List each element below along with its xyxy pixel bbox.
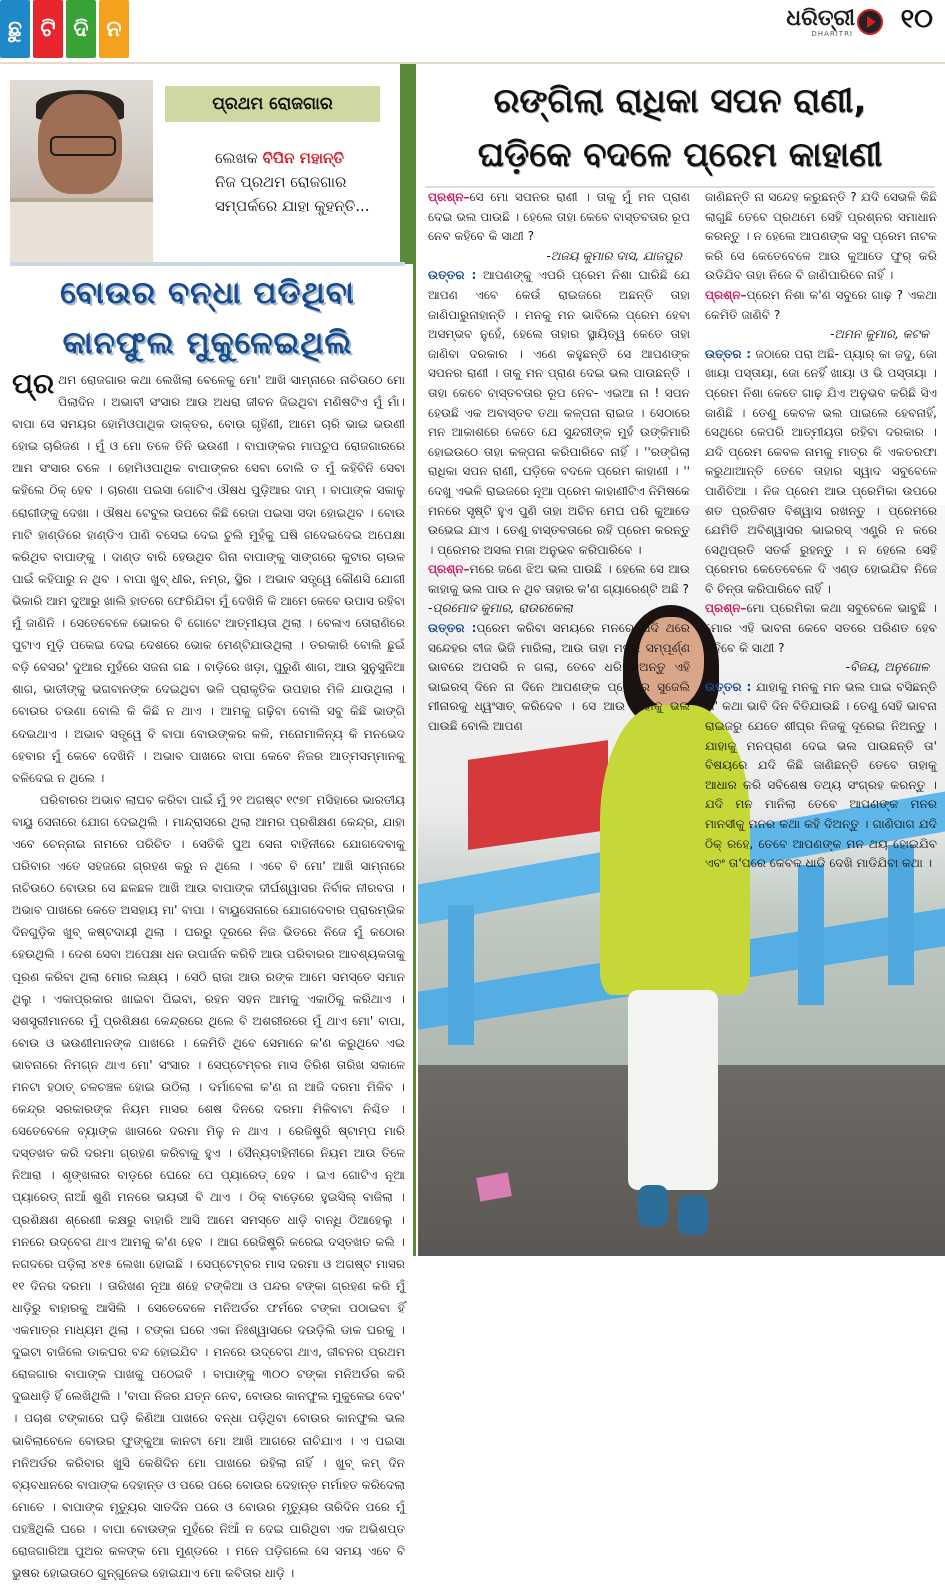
answer-label: ଉତ୍ତର : <box>428 268 477 283</box>
qa-byline: -ବିଜୟ, ଅନୁଗୋଳ <box>845 660 929 675</box>
qa-answer: ଉତ୍ତର :ପ୍ରେମ କରିବା ସମୟରେ ମନରେ ଯଦି ଥରେ ସନ୍ଦେହର ବୀଜ ଭିଜି ମାରିଲା, ଆଉ ତାହା ମନରୁ ସମ୍ପୂର୍ଣ୍ଣ ଭାବରେ ଅପସରି ନ ଗଲା, ତେବେ ଧରି ନିଅନ୍ତୁ ଏହି ଭାଇରସ୍ ଦିନେ ନା ଦିନେ ଆପଣଙ୍କ ପ୍ରେମର ସୁଜେଲି ମୀନାରକୁ ଧ୍ୱଂସାତ୍ କରିଦେବ । ସେ ଆଉ କାହାକୁ ଭଲ ପାଉଛି ବୋଲି ଆପଣ <box>428 621 690 734</box>
right-headline <box>420 74 940 182</box>
page-number: ୧୦ <box>900 4 933 34</box>
qa-answer: ଉତ୍ତର : ଆପଣଙ୍କୁ ଏପରି ପ୍ରେମ ନିଶା ଘାରିଛି ଯେ ଆପଣ ଏବେ କେଉଁ ରାଇଜରେ ଅଛନ୍ତି ତାହା ଜାଣିପାରୁନାହାନ୍ତି । ମନକୁ ମନ ଭାବିଲେ ପ୍ରେମ ହେବା ଅସମ୍ଭବ ନୁହେଁ, ହେଲେ ତାହାର ସ୍ଥାୟିତ୍ୱ କେତେ ତାହା ଜାଣିବା ଦରକାର । ଏଣେ କହୁଛନ୍ତି ସେ ଆପଣଙ୍କ ସପନର ରାଣୀ । ତାକୁ ମନ ପ୍ରାଣ ଦେଇ ଭଲ ପାଉଛନ୍ତି । ତାହା କେବେ ବାସ୍ତବତାର ରୂପ ନେବ- ଏଇଆ ନା ! ସପନ ହେଉଛି ଏକ ଅବାସ୍ତବ ତଥା କଳ୍ପନା ରାଇଜ । ସେଠାରେ ମନ ଆକାଶରେ କେତେ ଯେ ସୁନ୍ଦରୀଙ୍କ ମୁହଁ ଉଙ୍କିମାରି ହୋଇଉଠେ ତାହା କଳ୍ପନା କରିପାରିବେ ନାହିଁ । ''ରଙ୍ଗିଲା ରାଧିକା ସପନ ରାଣୀ, ଘଡ଼ିକେ ବଦଳେ ପ୍ରେମ କାହାଣୀ । '' ଦେଖୁ ଏଭଳି ରାଇଜରେ ନୂଆ ପ୍ରେମ କାହାଣୀଟିଏ ନିମିଷକେ ମନରେ ସୃଷ୍ଟି ହୁଏ ପୁଣି ତାହା ଅଚିନ ମେଘ ପରି କୁଆଡେ ଉଭେଇ ଯାଏ । ତେଣୁ ବାସ୍ତବତାରେ ରହି ପ୍ରେମ କରନ୍ତୁ । ପ୍ରେମର ଅସଲ ମଜା ଅନୁଭବ କରିପାରିବେ । <box>428 268 690 557</box>
qa-question: ପ୍ରଶ୍ନ–ମରେ ଜଣେ ଝିଅ ଭଲ ପାଉଛି । ହେଲେ ସେ ଆଉ କାହାକୁ ଭଲ ପାଉ ନ ଥିବ ତାହାର କ'ଣ ଗ୍ୟାରେଣ୍ଟି ଅଛି ? <box>428 562 690 596</box>
newspaper-tag: DHARITRI <box>811 30 853 38</box>
qa-continued: ଜାଣିଛନ୍ତି ନା ସନ୍ଦେହ କରୁଛନ୍ତି ? ଯଦି ସେଭଳି କିଛି ଲାଗୁଛି ତେବେ ପ୍ରଥମେ ସେହି ପ୍ରଶ୍ନର ସମାଧାନ କରନ୍ତୁ । ନ ହେଲେ ଆପଣଙ୍କ ସବୁ ପ୍ରେମ ନାଟକ କରି ସେ କେତେବେଳେ ଆଉ କୁଆଡେ ଫୁର୍ କରି ଉଡିଯିବ ତାହା ନିଜେ ବି ଜାଣିପାରିବେ ନାହିଁ । <box>705 190 937 283</box>
right-headline-line-2: ଘଡ଼ିକେ ବଦଳେ ପ୍ରେମ କାହାଣୀ <box>477 135 883 175</box>
left-column <box>0 64 413 1581</box>
newspaper-name: ଧରିତ୍ରୀ <box>786 6 855 31</box>
author-label: ଲେଖକ <box>215 149 258 167</box>
article-paragraph: ପ୍ର ଥମ ରୋଜଗାର କଥା ଲେଖିଲା ବେଳେକୁ ମୋ' ଆଖି ସାମ୍ନାରେ ନାଚିଉଠେ ମୋ ପିଲାଦିନ । ଅଭାବୀ ସଂସାର ଆଉ ଅଧରା ଜୀବନ ଜିଇଥିବା ମଣିଷଟିଏ ମୁଁ ମାଁ। ବାପା ସେ ସମୟର ହୋମିଓପାଥିକ ଡାକ୍ତର, ବୋଉ ଗୃହିଣୀ, ଆମେ ଚାରି ଭାଇ ଭଉଣୀ ହୋଇ ଚାରିଜଣ । ମୁଁ ଓ ମୋ ତଳେ ତିନି ଭଉଣୀ । ବାପାଙ୍କର ମାପଚୁପ ରୋଜଗାରରେ ଆମ ସଂସାର ଚଳେ । ହୋମିଓପାଥିକ ବାପାଙ୍କର ସେବା ବୋଲି ତ ମୁଁ କହିବିନି ସେବା କହିଲେ ଠିକ୍ ହେବ । ଚାରଣା ପଇସା ଗୋଟିଏ ଔଷଧ ପୁଡ଼ିଆର ଦାମ୍ । ବାପାଙ୍କ ସକାଳୁ ରୋଗୀଙ୍କୁ ଦେଖା । ଔଷଧ ଟେବୁଲ ଉପରେ କିଛି ରେଜା ପଇସା ସଦା ହୋଇଥିବ । ବୋଉ ମାଟି ହାଣ୍ଡିରେ ହାଣ୍ଡିଏ ପାଣି ବସେଇ ଦେଇ ଚୁଲି ମୁହଁକୁ ଘଷି ଗଦେଇଦେଇ ଅପେକ୍ଷା କରିଥିବ ବାପାଙ୍କୁ । ଦାଣ୍ଡ ବାରି ହେଉଥିବ ଗିନା ବାପାଙ୍କୁ ସାଙ୍ଗରେ କୁଟାର ଚାଉଳ ପାଇଁ କହିପାରୁ ନ ଥିବ । ବାପା ଖୁବ୍ ଧୀର, ନମ୍ର, ସ୍ଥିର । ଅଭାବ ସତ୍ତ୍ୱେ କୌଣସି ଯୋଗୀ ଭିକାରି ଆମ ଦୁଆରୁ ଖାଲି ହାତରେ ଫେରିଯିବା ମୁଁ ଦେଖିନି କି ଆମେ କେବେ ଉପାସ ରହିବା ମୁଁ ଜାଣିନି । ସେତେବେଳେ ଭୋକର ବି ଗୋଟେ ଆତ୍ମୀୟତା ଥିଲା । ବେଳାଏ ତୋରାଣିରେ ପୁଟାଏ ମୁଡ଼ି ପକେଇ ଦେଇ ଦେଶରେ ଭୋକ ମେଣ୍ଟିଯାଉଥିଲା । ତରକାରି ବୋଲି ଛୁଇଁ ବଡ଼ି ବେସର' ଦୁଆର ମୁହଁରେ ସଜନା ଗଛ । ବାଡ଼ିରେ ଖଡ଼ା, ପୁରୁଣି ଶାଗ, ଆଉ ସୁନୁସୁନିଆ ଶାଗ, ଭାତୀଙ୍କୁ ଭଗବାନଙ୍କ ଦେଇଥିବା ଭଳି ପ୍ରାକୃତିକ ଉପହାର ମିଳି ଯାଉଥିଲା । ବୋଉର ଚଉଣା ବୋଲି କି କିଛି ନ ଥାଏ । ଆମକୁ ଗଢ଼ିବା ବୋଲି ସବୁ କିଛି ଭାଙ୍ଗି ଦେଇଥାଏ । ଅଭାବ ସତ୍ତ୍ୱେ ବି ବାପା ବୋଉଙ୍କର କଳି, ମନୋମାଳିନ୍ୟ କି ମନଭେଦ ହେବାର ମୁଁ କେବେ ଦେଖିନି । ଅଭାବ ପାଖରେ ବାପା କେବେ ନିଜର ଆତ୍ମସମ୍ମାନକୁ ବଳିଦେଇ ନ ଥିଲେ । <box>12 367 405 785</box>
section-letter-3: ଦି <box>66 0 96 58</box>
qa-byline: -ପ୍ରମୋଦ କୁମାର, ରାଉରକେଲା <box>428 601 573 616</box>
qa-question: ପ୍ରଶ୍ନ–ପ୍ରେମ ନିଶା କ'ଣ ସବୁରେ ଗାଢ଼ ? ଏକଥା କେମିତି ଜାଣିବି ? <box>705 287 937 322</box>
left-headline-line-1: ବୋଉର ବନ୍ଧା ପଡିଥିବା <box>60 275 355 311</box>
qa-column-2 <box>705 188 937 888</box>
dropcap: ପ୍ର <box>12 367 55 400</box>
author-photo <box>10 80 153 258</box>
section-letter-4: ନ <box>99 0 129 58</box>
author-line-3: ସମ୍ପର୍କରେ ଯାହା କୁହନ୍ତି... <box>215 197 370 215</box>
qa-question: ପ୍ରଶ୍ନ–ମୋ ପ୍ରେମିକା କଥା ସବୁବେଳେ ଭାବୁଛି । ମୋର ଏହି ଭାବନା କେବେ ସତରେ ପରିଣତ ହେବ କହିବେ କି ସାଥୀ ? <box>705 601 937 655</box>
right-headline-line-1: ରଙ୍ଗିଲା ରାଧିକା ସପନ ରାଣୀ, <box>493 81 867 121</box>
qa-column-1 <box>428 188 690 828</box>
column-divider <box>413 64 416 1256</box>
column-header: ପ୍ରଥମ ରୋଜଗାର <box>165 86 380 122</box>
question-label: ପ୍ରଶ୍ନ <box>428 190 464 204</box>
section-logo-chhutidina <box>0 0 129 62</box>
section-letter-2: ଟି <box>33 0 63 58</box>
section-letter-1: ଛୁ <box>0 0 30 58</box>
left-headline <box>10 262 405 364</box>
qa-byline: -ଅଜୟ କୁମାର ଦାସ, ଯାଜପୁର <box>546 248 682 263</box>
left-headline-line-2: କାନଫୁଲ ମୁକୁଳେଇଥିଲି <box>62 325 353 361</box>
author-name: ବିପିନ ମହାନ୍ତି <box>262 149 345 167</box>
left-article-body <box>12 367 405 1581</box>
article-paragraph: ପରିବାରର ଅଭାବ ଲାଘବ କରିବା ପାଇଁ ମୁଁ ୨୧ ଅଗଷ୍ଟ ୧୯୭୮ ମସିହାରେ ଭାରତୀୟ ବାୟୁ ସେନାରେ ଯୋଗ ଦେଇଥିଲି । ମାନ୍ଦ୍ରାସରେ ଥିଲା ଆମର ପ୍ରଶିକ୍ଷଣ କେନ୍ଦ୍ର, ଯାହା ଏବେ ଚେନ୍ନାଇ ନାମରେ ପରିଚିତ । ସେତିକି ପୁଅ ସେନା ବାହିନୀରେ ଯୋଗଦେବାକୁ ପରିବାର ଏତେ ସହଜରେ ଗ୍ରହଣ କରୁ ନ ଥିଲେ । ଏବେ ବି ମୋ' ଆଖି ସାମ୍ନାରେ ନାଚିଉଠେ ବୋଉର ସେ ଛଳଛଳ ଆଖି ଆଉ ବାପାଙ୍କ ଦୀର୍ଘଶ୍ୱାସର ନିର୍ବାକ ନୀରବତା । ଅଭାବ ପାଖରେ କେତେ ଅସହାୟ ମା' ବାପା । ବାୟୁସେନାରେ ଯୋଗଦେବାର ପ୍ରାରମ୍ଭିକ ଦିନଗୁଡ଼ିକ ଖୁବ୍ କଷ୍ଟଦାୟୀ ଥିଲା । ଘରରୁ ଦୂରରେ ନିଜ ଭିତରେ ନିଜେ ମୁଁ କଠୋର ହେଉଥିଲି । ଦେଶ ସେବା ଅପେକ୍ଷା ଧନ ଉପାର୍ଜନ କରିବି ଆଉ ପରିବାରର ଆବଶ୍ୟକତାକୁ ପୂରଣ କରିବା ଥିଲା ମୋର ଲକ୍ଷ୍ୟ । ସେଠି ରାଜା ଆଉ ରଙ୍କ ଆମେ ସମସ୍ତେ ସମାନ ଥିଲୁ । ଏକାପ୍ରକାର ଖାଇବା ପିଇବା, ରହନ ସହନ ଆମକୁ ଏକାଠିକୁ କରିଥାଏ । ସଶସ୍ତ୍ରୀମାନରେ ମୁଁ ପ୍ରଶିକ୍ଷଣ କେନ୍ଦ୍ରରେ ଥିଲେ ବି ଅଶରୀରରେ ମୁଁ ଥାଏ ମୋ' ବାପା, ବୋଉ ଓ ଭଉଣୀମାନଙ୍କ ପାଖରେ । କେମିତି ଥିବେ ସେମାନେ କ'ଣ କରୁଥିବେ ଏଇ ଭାବନାରେ ନିମଗ୍ନ ଥାଏ ମୋ' ସଂସାର । ସେପ୍ଟେମ୍ବର ମାସ ତିରିଶ ତାରିଖ ସକାଳେ ମନଟା ହଠାତ୍ ଚଳଚଞ୍ଚଳ ହୋଇ ଉଠିଲା । ଦର୍ମାବେଳା କ'ଣ ନା ଆଜି ଦରମା ମିଳିବ । କେନ୍ଦ୍ର ସରକାରଙ୍କ ନିୟମ ମାସର ଶେଷ ଦିନରେ ଦରମା ମିଳିବାଟା ନିଶ୍ଚିତ । ସେତେବେଳେ ବ୍ୟାଙ୍କ ଖାତାରେ ଦରମା ମିଳୁ ନ ଥାଏ । ରେଜିଷ୍ଟ୍ରି ଷ୍ଟାମ୍ପ ମାରି ଦସ୍ତଖତ କରି ଦରମା ଗ୍ରହଣ କରିବାକୁ ହୁଏ । ସୈନ୍ୟବାହିନୀରେ ନିୟମ ଆଉ ତିଳେ ନିଆରା । ଶୃଙ୍ଖଳାର ବାଡ଼ରେ ଘେରେ ପେ ପ୍ୟାରେଡ୍ ହେବ । ଇଏ ଗୋଟିଏ ନୂଆ ପ୍ୟାରେଡ୍ ନାଆଁ ଶୁଣି ମନରେ ଭୟଭୀ ବି ଥାଏ । ଠିକ୍ ବାଡ଼େରେ ହୁଇସିଲ୍ ବାଜିଲା । ପ୍ରଶିକ୍ଷଣ ଶ୍ରେଣୀ କକ୍ଷରୁ ବାହାରି ଆସି ଆମେ ସମସ୍ତେ ଧାଡ଼ି ବାନ୍ଧି ଠିଆହେଲୁ । ମନରେ ଉଦ୍‌ବେଗ ଥାଏ ଆମକୁ କ'ଣ ହେବ । ଆଗ ରେଜିଷ୍ଟ୍ରି କରେଇ ଦସ୍ତଖତ କଲି । ନଗଦରେ ପଡ଼ିଲା ୪୧୫ ଲେଖା ହୋଇଛି । ସେପ୍ଟେମ୍ବର ମାସ ଦରମା ଓ ଅଗଷ୍ଟ ମାସର ୧୧ ଦିନର ଦରମା । ତାରିଖଣ ନୂଆ ଶହେ ଟଙ୍କିଆ ଓ ପନ୍ଦର ଟଙ୍କା ଗ୍ରହଣ କରି ମୁଁ ଧାଡ଼ିରୁ ବାହାରକୁ ଆସିଲି । ସେତେବେଳେ ମନିଅର୍ଡର ଫର୍ମରେ ଟଙ୍କା ପଠାଇବା ହିଁ ଏକମାତ୍ର ମାଧ୍ୟମ ଥିଲା । ଟଙ୍କା ଘରେ ଏକା ନିଃଶ୍ୱାସରେ ଦଉଡ଼ିଲି ଡାକ ଘରକୁ । ଦୁଇଟା ବାଜିଲେ ଡାକଘର ବନ୍ଦ ହୋଇଯିବ । ମନରେ ଉଦ୍‌ବେଗ ଥାଏ, ଜୀବନର ପ୍ରଥମ ରୋଜଗାର ବାପାଙ୍କ ପାଖକୁ ପଠେଇବି । ବାପାଙ୍କୁ ୩୦୦ ଟଙ୍କା ମନିଅର୍ଡର କରି ଦୁଇଧାଡ଼ି ହିଁ ଲେଖିଥିଲି । 'ବାପା ନିଜର ଯତ୍ନ ନେବ, ବୋଉର କାନଫୁଲ ମୁକୁଳେଇ ଦେବ' । ପଚାଶ ଟଙ୍କାରେ ଘଡ଼ି କିଣିଆ ପାଖରେ ବନ୍ଧା ପଡ଼ିଥିବା ବୋଉର କାନଫୁଲ ଭଲ ଭାବିଲାବେଳେ ବୋଉର ଫୁଙ୍କୁଆ କାନଟା ମୋ ଆଖି ଆଗରେ ନାଚିଯାଏ । ଏ ପଇସା ମନିଅର୍ଡର କରିବାର ଖୁସି କେଶିଦିନ ମୋ ପାଖରେ ରହିଲା ନାହିଁ । ଖୁବ୍ କମ୍ ଦିନ ବ୍ୟବଧାନରେ ବାପାଙ୍କ ଦେହାନ୍ତ ଓ ପରେ ପରେ ବୋଉର ଦେହାନ୍ତ ମର୍ମାହତ କରିଦେଲା ମୋତେ । ବାପାଙ୍କ ମୃତ୍ୟୁର ସାତଦିନ ପରେ ଓ ବୋଉର ମୃତ୍ୟୁର ତାରିଦିନ ପରେ ମୁଁ ପହଞ୍ଚିଥିଲି ଘରେ । ବାପା ବୋଉଙ୍କ ମୁହଁରେ ନିଆଁ ନ ଦେଇ ପାରିଥିବା ଏକ ଅଭିଶପ୍ତ ରୋଜଗାରିଆ ପୁଅର କଳଙ୍କ ମୋ ମୁଣ୍ଡରେ । ମନେ ପଡ଼ିଗଲେ ସେ ସମୟ ଏବେ ବି ଭୁଷର ହୋଇଉଠେ ଗୁନ୍ଗୁନେଇ ହୋଇଯାଏ ମୋ କବିତାର ଧାଡ଼ି । <box>12 792 405 1581</box>
play-icon <box>857 9 883 35</box>
qa-byline: -ଅମନ କୁମାର, କଟକ <box>830 327 929 342</box>
author-line-2: ନିଜ ପ୍ରଥମ ରୋଜଗାର <box>215 173 347 191</box>
author-intro <box>215 146 405 218</box>
qa-answer: ଉତ୍ତର : ଜଠାରେ ପରା ଅଛି- ପ୍ୟାର୍ କା ଜଦୁ, ଜୋ ଖାୟା ପସ୍ତାୟା, ଜୋ ନେହିଁ ଖାୟା ଓ ଭି ପସ୍ତାୟା । ପ୍ରେମ ନିଶା କେତେ ଗାଢ଼ ଯିଏ ଅନୁଭବ କରିଛି ସିଏ ଜାଣିଛି । ତେଣୁ କେବଳ ଭଲ ପାଇଲେ ହେବନାହିଁ, ସେଥିରେ କେପରି ଆତ୍ମୀୟତା ରହିବା ଦରକାର । ଯଦି ପ୍ରେମ କେବଳ ନାମକୁ ମାତ୍ର କି ଏକତରଫା କରୁଥାଆନ୍ତି ତେବେ ତାହାର ସ୍ୱାଦ ସବୁବେଳେ ପାଣିଚିଆ । ନିଜ ପ୍ରେମ ଆଉ ପ୍ରେମିକା ଉପରେ ଶତ ପ୍ରତିଶତ ବିଶ୍ୱାସ ରଖନ୍ତୁ । ପ୍ରେମରେ ଯେମିତି ଅବିଶ୍ୱାସର ଭାଇରସ୍ ଏଣ୍ଟ୍ରି ନ କରେ ସେଥିପ୍ରତି ସତର୍କ ରୁହନ୍ତୁ । ନ ହେଲେ ସେହି ପ୍ରେମର କେତେବେଳେ ଦି ଏଣ୍ଡ ହୋଇଯିବ ନିଜେ ବି ଚିନ୍ତା କରିପାରିବେ ନାହିଁ । <box>705 346 937 596</box>
qa-question: ପ୍ରଶ୍ନ–ସେ ମୋ ସପନର ରାଣୀ । ତାକୁ ମୁଁ ମନ ପ୍ରାଣ ଦେଇ ଭଲ ପାଉଛି । ହେଲେ ତାହା କେବେ ବାସ୍ତବତାର ରୂପ ନେବ କହିବେ କି ସାଥୀ ? <box>428 190 690 244</box>
qa-answer: ଉତ୍ତର : ଯାହାକୁ ମନକୁ ମନ ଭଲ ପାଇ ବସିଛନ୍ତି ତା' କଥା ଭାବି ଦିନ ବିତିଯାଉଛି । ତେଣୁ ସେହି ଭାବନା ରାଇଜରୁ ଯେତେ ଶୀଘ୍ର ନିଜକୁ ଦୂରେଇ ନିଅନ୍ତୁ । ଯାହାକୁ ମନପ୍ରାଣ ଦେଇ ଭଲ ପାଉଛନ୍ତି ତା' ବିଷୟରେ ଯଦି କିଛି ଜାଣିଛନ୍ତି ତେବେ ତାହାକୁ ଆଧାର କରି ସବିଶେଷ ତଥ୍ୟ ସଂଗ୍ରହ କରନ୍ତୁ । ଯଦି ମନ ମାନିଲା ତେବେ ଆପଣଙ୍କ ମନର ମାନସୀକୁ ମନର କଥା କହି ଦିଅନ୍ତୁ । ଗାଣିପାଗ ଯଦି ଠିକ୍ ରହେ, ତେବେ ଆପଣଙ୍କ ମନ ଥୟ ହୋଇଯିବ ଏବଂ ତା'ପରେ କେବଳ ଧାଡି ଦେଖି ମାଡିଯିବା କଥା । <box>705 679 937 871</box>
